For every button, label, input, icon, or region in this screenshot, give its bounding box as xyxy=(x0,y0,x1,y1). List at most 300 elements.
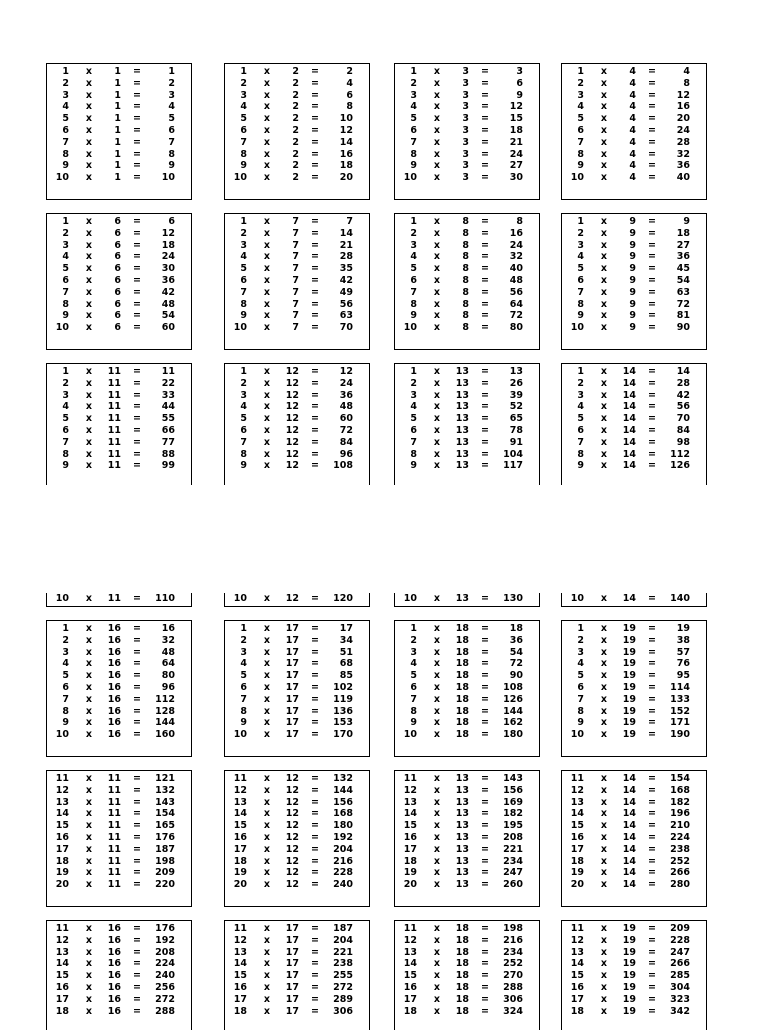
product: 306 xyxy=(503,993,523,1005)
product: 324 xyxy=(503,1005,523,1017)
table-row xyxy=(562,101,706,113)
table-row xyxy=(47,947,191,959)
multiplier: 11 xyxy=(107,377,121,389)
product: 90 xyxy=(676,322,690,334)
table-row xyxy=(562,947,706,959)
times-sign: x xyxy=(600,413,608,425)
multiplicand: 10 xyxy=(403,172,417,184)
table-row xyxy=(395,310,539,322)
equals-sign: = xyxy=(481,646,489,658)
multiplier: 1 xyxy=(114,89,121,101)
product: 156 xyxy=(333,796,353,808)
multiplier: 8 xyxy=(462,274,469,286)
product: 44 xyxy=(161,401,175,413)
multiplier: 16 xyxy=(107,923,121,934)
product: 60 xyxy=(161,322,175,334)
multiplier: 2 xyxy=(292,124,299,136)
times-sign: x xyxy=(85,820,93,832)
multiplicand: 14 xyxy=(233,808,247,820)
times-sign: x xyxy=(600,593,608,604)
multiplicand: 5 xyxy=(240,113,247,125)
product: 216 xyxy=(503,934,523,946)
multiplier: 18 xyxy=(455,958,469,970)
times-sign: x xyxy=(85,413,93,425)
times-sign: x xyxy=(85,160,93,172)
times-sign: x xyxy=(263,66,271,77)
equals-sign: = xyxy=(648,66,656,77)
times-sign: x xyxy=(85,251,93,263)
product: 216 xyxy=(333,855,353,867)
multiplicand: 14 xyxy=(233,958,247,970)
product: 98 xyxy=(676,436,690,448)
multiplicand: 6 xyxy=(240,124,247,136)
table-row xyxy=(225,78,369,90)
equals-sign: = xyxy=(481,389,489,401)
table-row xyxy=(562,378,706,390)
table-row xyxy=(395,413,539,425)
multiplicand: 7 xyxy=(577,693,584,705)
multiplicand: 12 xyxy=(233,934,247,946)
product: 42 xyxy=(676,389,690,401)
times-sign: x xyxy=(263,623,271,634)
multiplicand: 4 xyxy=(577,658,584,670)
multiplicand: 18 xyxy=(570,1005,584,1017)
table-row xyxy=(225,310,369,322)
times-sign: x xyxy=(85,946,93,958)
multiplier: 19 xyxy=(622,646,636,658)
multiplicand: 5 xyxy=(240,670,247,682)
table-row xyxy=(395,923,539,935)
product: 8 xyxy=(346,101,353,113)
equals-sign: = xyxy=(311,729,319,741)
equals-sign: = xyxy=(648,124,656,136)
times-sign: x xyxy=(85,401,93,413)
product: 95 xyxy=(676,670,690,682)
times-sign: x xyxy=(263,263,271,275)
table-row xyxy=(395,125,539,137)
times-sign: x xyxy=(263,124,271,136)
multiplicand: 1 xyxy=(410,66,417,77)
equals-sign: = xyxy=(311,958,319,970)
multiplier: 16 xyxy=(107,970,121,982)
multiplicand: 10 xyxy=(55,593,69,604)
multiplier: 6 xyxy=(114,251,121,263)
equals-sign: = xyxy=(133,867,141,879)
product: 204 xyxy=(333,843,353,855)
product: 56 xyxy=(676,401,690,413)
product: 255 xyxy=(333,970,353,982)
table-row xyxy=(47,593,191,605)
multiplier: 11 xyxy=(107,436,121,448)
times-sign: x xyxy=(263,227,271,239)
multiplicand: 10 xyxy=(55,729,69,741)
multiplicand: 8 xyxy=(577,148,584,160)
table-row xyxy=(395,820,539,832)
times-sign: x xyxy=(263,448,271,460)
multiplicand: 7 xyxy=(577,436,584,448)
multiplier: 13 xyxy=(455,784,469,796)
multiplier: 3 xyxy=(462,66,469,77)
multiplicand: 9 xyxy=(410,717,417,729)
multiplier: 9 xyxy=(629,227,636,239)
times-sign: x xyxy=(433,855,441,867)
equals-sign: = xyxy=(648,89,656,101)
times-sign: x xyxy=(85,424,93,436)
times-sign: x xyxy=(433,693,441,705)
multiplicand: 6 xyxy=(62,424,69,436)
equals-sign: = xyxy=(311,946,319,958)
equals-sign: = xyxy=(311,77,319,89)
equals-sign: = xyxy=(311,136,319,148)
multiplicand: 4 xyxy=(410,101,417,113)
product: 224 xyxy=(670,831,690,843)
table-row xyxy=(47,228,191,240)
equals-sign: = xyxy=(133,366,141,377)
equals-sign: = xyxy=(311,923,319,934)
table-row xyxy=(562,413,706,425)
product: 169 xyxy=(503,796,523,808)
product: 64 xyxy=(509,298,523,310)
equals-sign: = xyxy=(648,401,656,413)
multiplicand: 16 xyxy=(403,981,417,993)
equals-sign: = xyxy=(311,124,319,136)
multiplier: 14 xyxy=(622,855,636,867)
multiplier: 2 xyxy=(292,148,299,160)
table-row xyxy=(562,867,706,879)
multiplicand: 4 xyxy=(410,251,417,263)
equals-sign: = xyxy=(133,89,141,101)
product: 112 xyxy=(670,448,690,460)
times-sign: x xyxy=(85,773,93,784)
table-row xyxy=(562,66,706,78)
product: 304 xyxy=(670,981,690,993)
product: 17 xyxy=(339,623,353,634)
times-sign: x xyxy=(85,879,93,891)
equals-sign: = xyxy=(133,101,141,113)
table-row xyxy=(562,275,706,287)
times-sign: x xyxy=(433,958,441,970)
table-row xyxy=(562,251,706,263)
equals-sign: = xyxy=(648,831,656,843)
table-row xyxy=(225,647,369,659)
multiplicand: 18 xyxy=(403,855,417,867)
equals-sign: = xyxy=(311,66,319,77)
table-row xyxy=(47,275,191,287)
multiplicand: 9 xyxy=(62,717,69,729)
equals-sign: = xyxy=(481,124,489,136)
table-row xyxy=(47,90,191,102)
product: 136 xyxy=(333,705,353,717)
multiplicand: 7 xyxy=(240,136,247,148)
table-row xyxy=(562,390,706,402)
times-sign: x xyxy=(85,460,93,472)
product: 39 xyxy=(509,389,523,401)
product: 234 xyxy=(503,946,523,958)
product: 35 xyxy=(339,263,353,275)
multiplicand: 17 xyxy=(55,843,69,855)
table-row xyxy=(395,947,539,959)
product: 96 xyxy=(161,681,175,693)
times-sign: x xyxy=(263,216,271,227)
table-row xyxy=(47,251,191,263)
equals-sign: = xyxy=(133,658,141,670)
equals-sign: = xyxy=(133,77,141,89)
multiplicand: 15 xyxy=(55,970,69,982)
times-sign: x xyxy=(600,89,608,101)
multiplier: 6 xyxy=(114,239,121,251)
multiplicand: 10 xyxy=(55,322,69,334)
times-sign: x xyxy=(600,796,608,808)
times-sign: x xyxy=(263,310,271,322)
multiplier: 11 xyxy=(107,879,121,891)
product: 72 xyxy=(509,310,523,322)
times-table-block xyxy=(561,63,707,200)
multiplier: 17 xyxy=(285,658,299,670)
multiplier: 6 xyxy=(114,263,121,275)
times-table-block xyxy=(561,770,707,907)
multiplicand: 5 xyxy=(410,113,417,125)
multiplier: 8 xyxy=(462,216,469,227)
table-row xyxy=(562,593,706,605)
times-sign: x xyxy=(85,855,93,867)
product: 12 xyxy=(509,101,523,113)
equals-sign: = xyxy=(648,448,656,460)
times-sign: x xyxy=(433,298,441,310)
times-sign: x xyxy=(263,298,271,310)
table-row xyxy=(562,149,706,161)
multiplier: 14 xyxy=(622,460,636,472)
equals-sign: = xyxy=(481,310,489,322)
times-sign: x xyxy=(263,460,271,472)
multiplier: 17 xyxy=(285,693,299,705)
product: 28 xyxy=(676,136,690,148)
table-row xyxy=(47,322,191,334)
equals-sign: = xyxy=(648,424,656,436)
table-row xyxy=(395,682,539,694)
multiplier: 16 xyxy=(107,658,121,670)
times-table-block xyxy=(394,363,540,485)
table-row xyxy=(395,101,539,113)
product: 3 xyxy=(168,89,175,101)
multiplicand: 15 xyxy=(233,970,247,982)
multiplier: 3 xyxy=(462,136,469,148)
times-sign: x xyxy=(85,113,93,125)
times-sign: x xyxy=(433,101,441,113)
multiplier: 7 xyxy=(292,274,299,286)
equals-sign: = xyxy=(311,160,319,172)
product: 247 xyxy=(670,946,690,958)
multiplier: 19 xyxy=(622,623,636,634)
times-sign: x xyxy=(600,855,608,867)
times-sign: x xyxy=(85,934,93,946)
times-sign: x xyxy=(600,448,608,460)
times-sign: x xyxy=(600,981,608,993)
times-table-block xyxy=(561,620,707,757)
times-sign: x xyxy=(263,879,271,891)
multiplier: 8 xyxy=(462,263,469,275)
equals-sign: = xyxy=(133,820,141,832)
equals-sign: = xyxy=(481,658,489,670)
multiplier: 1 xyxy=(114,66,121,77)
times-sign: x xyxy=(600,322,608,334)
multiplier: 1 xyxy=(114,172,121,184)
equals-sign: = xyxy=(648,389,656,401)
multiplicand: 1 xyxy=(240,623,247,634)
multiplier: 13 xyxy=(455,820,469,832)
multiplicand: 19 xyxy=(403,867,417,879)
multiplier: 18 xyxy=(455,946,469,958)
multiplicand: 9 xyxy=(577,460,584,472)
times-sign: x xyxy=(600,101,608,113)
table-row xyxy=(562,797,706,809)
multiplicand: 20 xyxy=(570,879,584,891)
multiplicand: 5 xyxy=(410,670,417,682)
product: 162 xyxy=(503,717,523,729)
equals-sign: = xyxy=(481,227,489,239)
table-row xyxy=(225,149,369,161)
multiplier: 14 xyxy=(622,796,636,808)
multiplier: 1 xyxy=(114,77,121,89)
equals-sign: = xyxy=(648,934,656,946)
times-sign: x xyxy=(433,310,441,322)
table-row xyxy=(47,137,191,149)
equals-sign: = xyxy=(311,274,319,286)
multiplicand: 2 xyxy=(62,227,69,239)
equals-sign: = xyxy=(311,879,319,891)
table-row xyxy=(225,717,369,729)
product: 180 xyxy=(333,820,353,832)
table-row xyxy=(225,785,369,797)
multiplicand: 15 xyxy=(233,820,247,832)
table-row xyxy=(562,425,706,437)
product: 28 xyxy=(339,251,353,263)
product: 2 xyxy=(346,66,353,77)
multiplier: 14 xyxy=(622,366,636,377)
product: 16 xyxy=(161,623,175,634)
equals-sign: = xyxy=(311,286,319,298)
times-table-block xyxy=(46,63,192,200)
times-sign: x xyxy=(85,274,93,286)
times-sign: x xyxy=(600,658,608,670)
multiplicand: 2 xyxy=(62,77,69,89)
times-sign: x xyxy=(85,436,93,448)
times-sign: x xyxy=(433,424,441,436)
equals-sign: = xyxy=(311,693,319,705)
multiplier: 2 xyxy=(292,172,299,184)
multiplicand: 2 xyxy=(577,227,584,239)
times-sign: x xyxy=(600,389,608,401)
multiplier: 12 xyxy=(285,831,299,843)
product: 192 xyxy=(333,831,353,843)
product: 26 xyxy=(509,377,523,389)
product: 204 xyxy=(333,934,353,946)
multiplicand: 7 xyxy=(62,693,69,705)
times-sign: x xyxy=(600,172,608,184)
multiplicand: 17 xyxy=(403,993,417,1005)
table-row xyxy=(395,228,539,240)
product: 120 xyxy=(333,593,353,604)
times-sign: x xyxy=(433,401,441,413)
table-row xyxy=(562,366,706,378)
product: 256 xyxy=(155,981,175,993)
multiplicand: 8 xyxy=(240,448,247,460)
multiplier: 7 xyxy=(292,216,299,227)
multiplier: 14 xyxy=(622,593,636,604)
times-sign: x xyxy=(85,77,93,89)
multiplicand: 10 xyxy=(570,172,584,184)
multiplicand: 1 xyxy=(577,366,584,377)
times-sign: x xyxy=(263,934,271,946)
product: 289 xyxy=(333,993,353,1005)
product: 14 xyxy=(676,366,690,377)
times-sign: x xyxy=(600,263,608,275)
multiplicand: 13 xyxy=(233,946,247,958)
product: 22 xyxy=(161,377,175,389)
product: 24 xyxy=(509,148,523,160)
equals-sign: = xyxy=(133,623,141,634)
multiplier: 4 xyxy=(629,66,636,77)
multiplicand: 19 xyxy=(233,867,247,879)
product: 192 xyxy=(155,934,175,946)
times-table-block xyxy=(394,770,540,907)
table-row xyxy=(395,1006,539,1018)
equals-sign: = xyxy=(648,172,656,184)
multiplicand: 4 xyxy=(240,401,247,413)
multiplicand: 2 xyxy=(410,377,417,389)
equals-sign: = xyxy=(133,808,141,820)
multiplier: 12 xyxy=(285,820,299,832)
multiplier: 17 xyxy=(285,670,299,682)
product: 36 xyxy=(509,634,523,646)
multiplicand: 1 xyxy=(410,366,417,377)
product: 6 xyxy=(168,124,175,136)
multiplier: 16 xyxy=(107,981,121,993)
multiplier: 9 xyxy=(629,286,636,298)
product: 130 xyxy=(503,593,523,604)
multiplicand: 2 xyxy=(62,634,69,646)
times-sign: x xyxy=(85,448,93,460)
multiplier: 14 xyxy=(622,843,636,855)
equals-sign: = xyxy=(648,1005,656,1017)
multiplicand: 9 xyxy=(240,160,247,172)
equals-sign: = xyxy=(481,946,489,958)
multiplicand: 1 xyxy=(240,66,247,77)
table-row xyxy=(562,228,706,240)
multiplier: 19 xyxy=(622,958,636,970)
equals-sign: = xyxy=(133,148,141,160)
times-sign: x xyxy=(433,89,441,101)
product: 54 xyxy=(509,646,523,658)
multiplicand: 11 xyxy=(570,923,584,934)
multiplicand: 3 xyxy=(577,89,584,101)
product: 228 xyxy=(333,867,353,879)
table-row xyxy=(225,275,369,287)
equals-sign: = xyxy=(481,251,489,263)
multiplier: 9 xyxy=(629,322,636,334)
product: 12 xyxy=(161,227,175,239)
product: 8 xyxy=(516,216,523,227)
table-row xyxy=(225,623,369,635)
multiplicand: 10 xyxy=(233,322,247,334)
multiplicand: 9 xyxy=(240,717,247,729)
equals-sign: = xyxy=(311,773,319,784)
multiplier: 18 xyxy=(455,729,469,741)
multiplicand: 6 xyxy=(577,124,584,136)
multiplicand: 4 xyxy=(410,401,417,413)
product: 144 xyxy=(333,784,353,796)
multiplier: 8 xyxy=(462,310,469,322)
multiplier: 11 xyxy=(107,389,121,401)
